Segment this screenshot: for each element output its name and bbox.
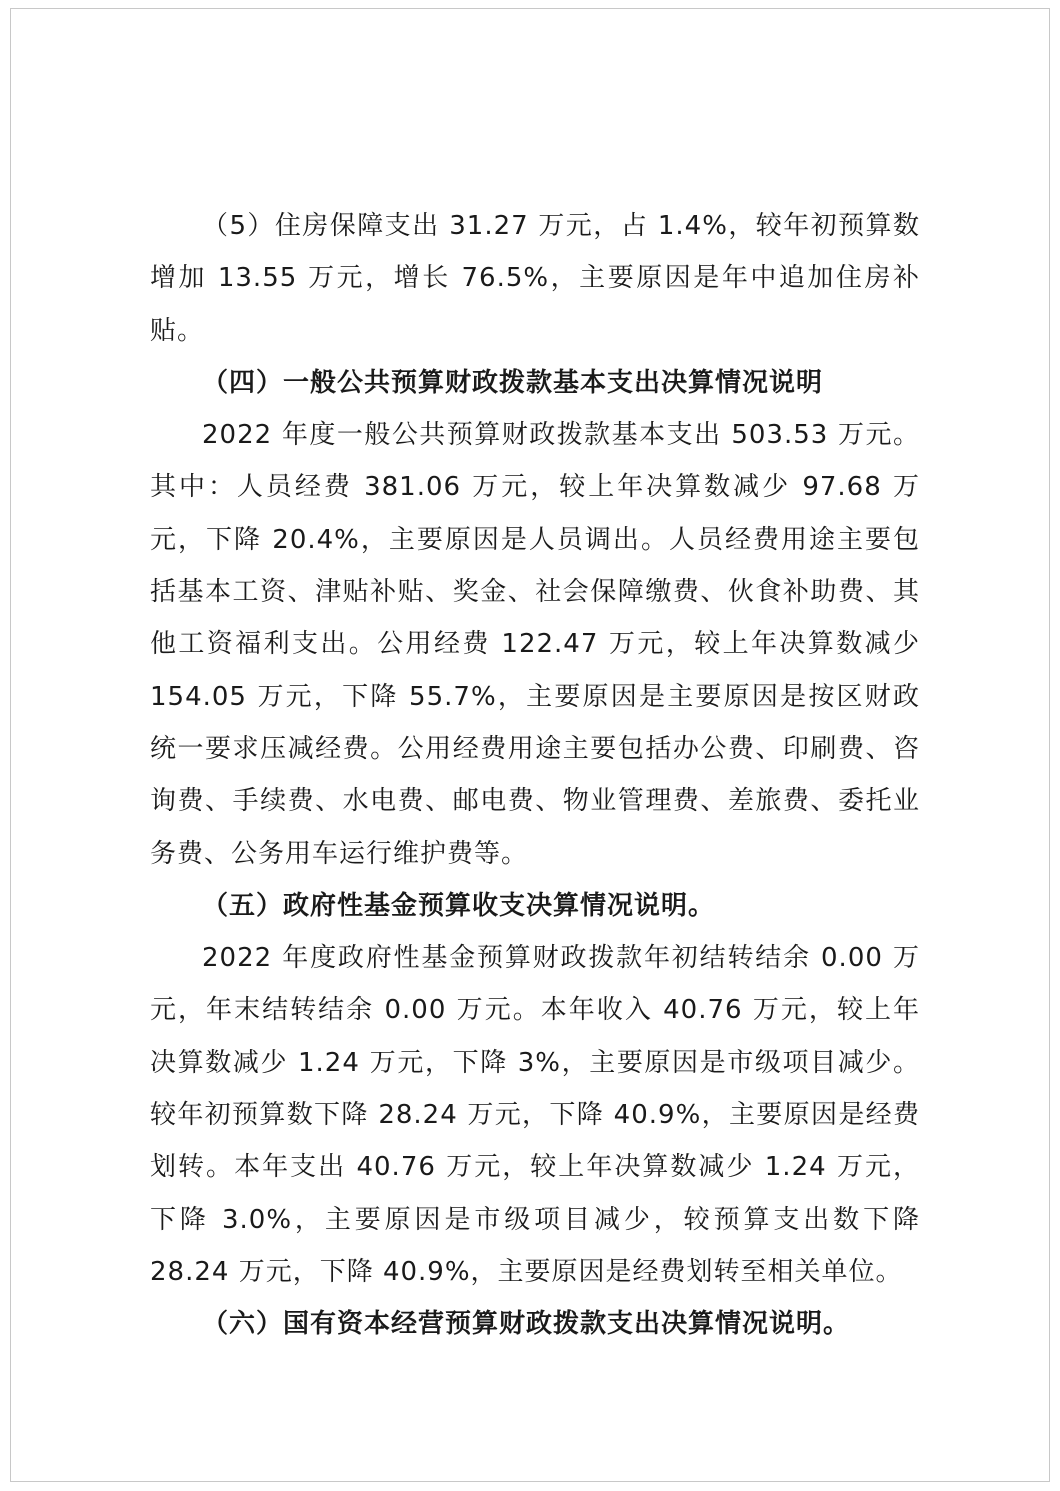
section-heading-state-capital: （六）国有资本经营预算财政拨款支出决算情况说明。 xyxy=(202,1309,851,1340)
section-heading-basic-expense: （四）一般公共预算财政拨款基本支出决算情况说明 xyxy=(202,367,824,398)
document-body xyxy=(150,200,920,1351)
paragraph-housing-expense: （5）住房保障支出 31.27 万元，占 1.4%，较年初预算数增加 13.55 万元，增长 76.5%，主要原因是年中追加住房补贴。 xyxy=(150,211,920,346)
paragraph-basic-expense: 2022 年度一般公共预算财政拨款基本支出 503.53 万元。其中：人员经费 381.06 万元，较上年决算数减少 97.68 万元，下降 20.4%，主要原因是人员调出。人员经费用途主要包括基本工资、津贴补贴、奖金、社会保障缴费、伙食补助费、其他工资福利支出。公用经费 122.47 万元，较上年决算数减少 154.05 万元，下降 55.7%，主要原因是主要原因是按区财政统一要求压减经费。公用经费用途主要包括办公费、印刷费、咨询费、手续费、水电费、邮电费、物业管理费、差旅费、委托业务费、公务用车运行维护费等。 xyxy=(150,420,920,869)
section-heading-fund-budget: （五）政府性基金预算收支决算情况说明。 xyxy=(202,890,716,921)
paragraph-fund-budget: 2022 年度政府性基金预算财政拨款年初结转结余 0.00 万元，年末结转结余 0.00 万元。本年收入 40.76 万元，较上年决算数减少 1.24 万元，下降 3%，主要原因是市级项目减少。较年初预算数下降 28.24 万元，下降 40.9%，主要原因是经费划转。本年支出 40.76 万元，较上年决算数减少 1.24 万元，下降 3.0%，主要原因是市级项目减少，较预算支出数下降 28.24 万元，下降 40.9%，主要原因是经费划转至相关单位。 xyxy=(150,943,920,1287)
